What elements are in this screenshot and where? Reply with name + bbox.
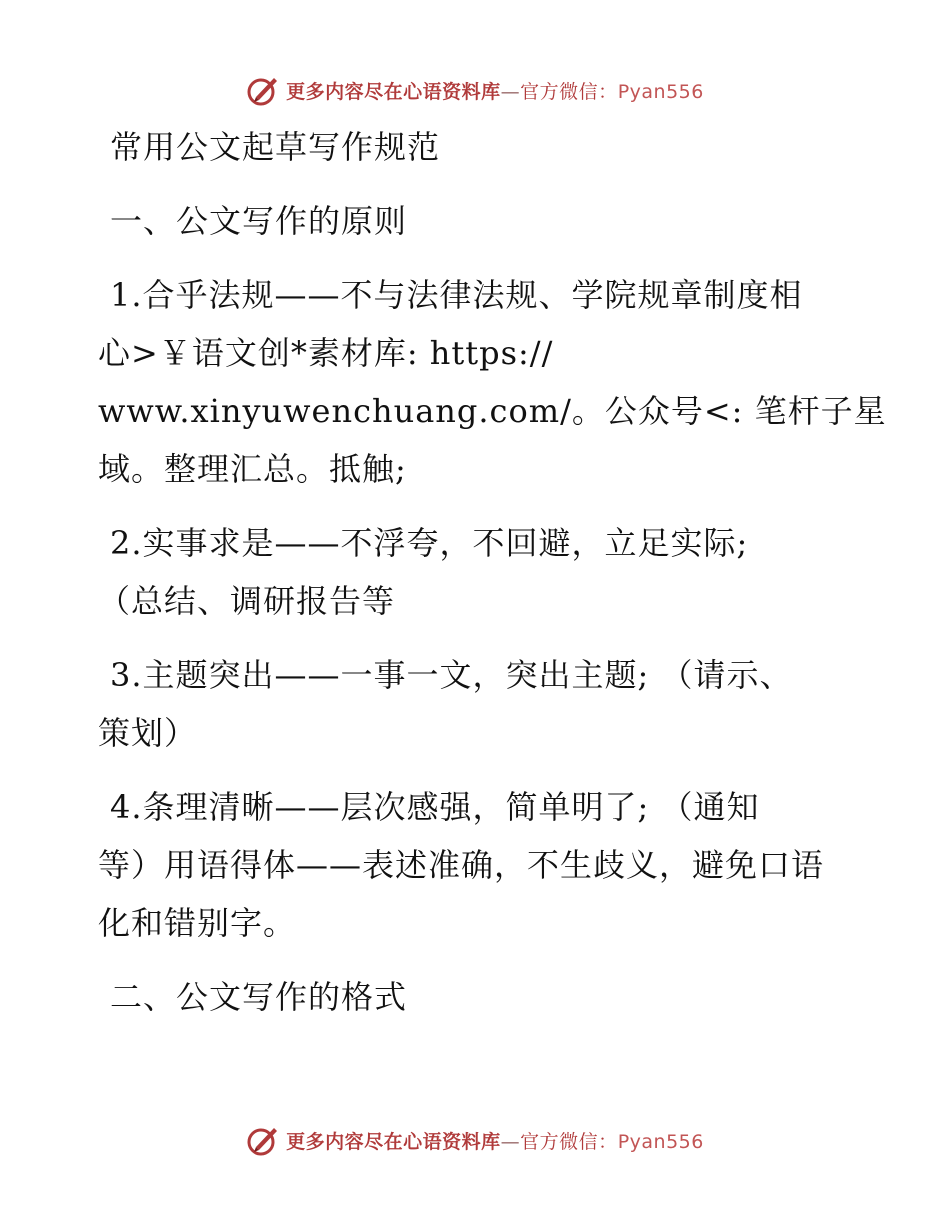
watermark-tag: 官方微信： [520,1130,618,1153]
watermark-title: 更多内容尽在心语资料库 [286,1130,501,1153]
principle-item-4 [98,778,858,952]
item2-line2: （总结、调研报告等 [98,582,396,620]
item2-line1: 2.实事求是——不浮夸，不回避，立足实际; [110,524,749,562]
item3-line2: 策划） [98,714,198,752]
watermark-tag: 官方微信： [520,80,618,103]
document-content [98,118,887,1026]
watermark-title: 更多内容尽在心语资料库 [286,80,501,103]
item1-line2: 心>￥语文创*素材库: https:// [98,334,554,372]
item1-line3: www.xinyuwenchuang.com/。公众号<: 笔杆子星 [98,392,887,430]
bottom-watermark-banner [0,1120,950,1160]
item4-line3: 化和错别字。 [98,904,297,942]
watermark-id: Pyan556 [617,80,704,103]
watermark-separator: — [500,80,521,103]
quill-pen-icon [246,73,280,107]
section-heading-1: 一、公文写作的原则 [110,202,408,240]
principle-item-3 [98,646,858,762]
item4-line2: 等）用语得体——表述准确，不生歧义，避免口语 [98,846,825,884]
principle-item-2 [98,514,858,630]
section-heading-2: 二、公文写作的格式 [110,978,408,1016]
watermark-id: Pyan556 [617,1130,704,1153]
document-title: 常用公文起草写作规范 [110,128,441,166]
item1-line4: 域。整理汇总。抵触; [98,450,407,488]
watermark-separator: — [500,1130,521,1153]
item1-line1: 1.合乎法规——不与法律法规、学院规章制度相 [110,276,803,314]
quill-pen-icon [246,1123,280,1157]
item4-line1: 4.条理清晰——层次感强，简单明了; （通知 [110,788,760,826]
watermark-text [286,77,704,104]
item3-line1: 3.主题突出——一事一文，突出主题; （请示、 [110,656,793,694]
watermark-text [286,1127,704,1154]
principle-item-1 [98,266,887,498]
top-watermark-banner [0,70,950,110]
